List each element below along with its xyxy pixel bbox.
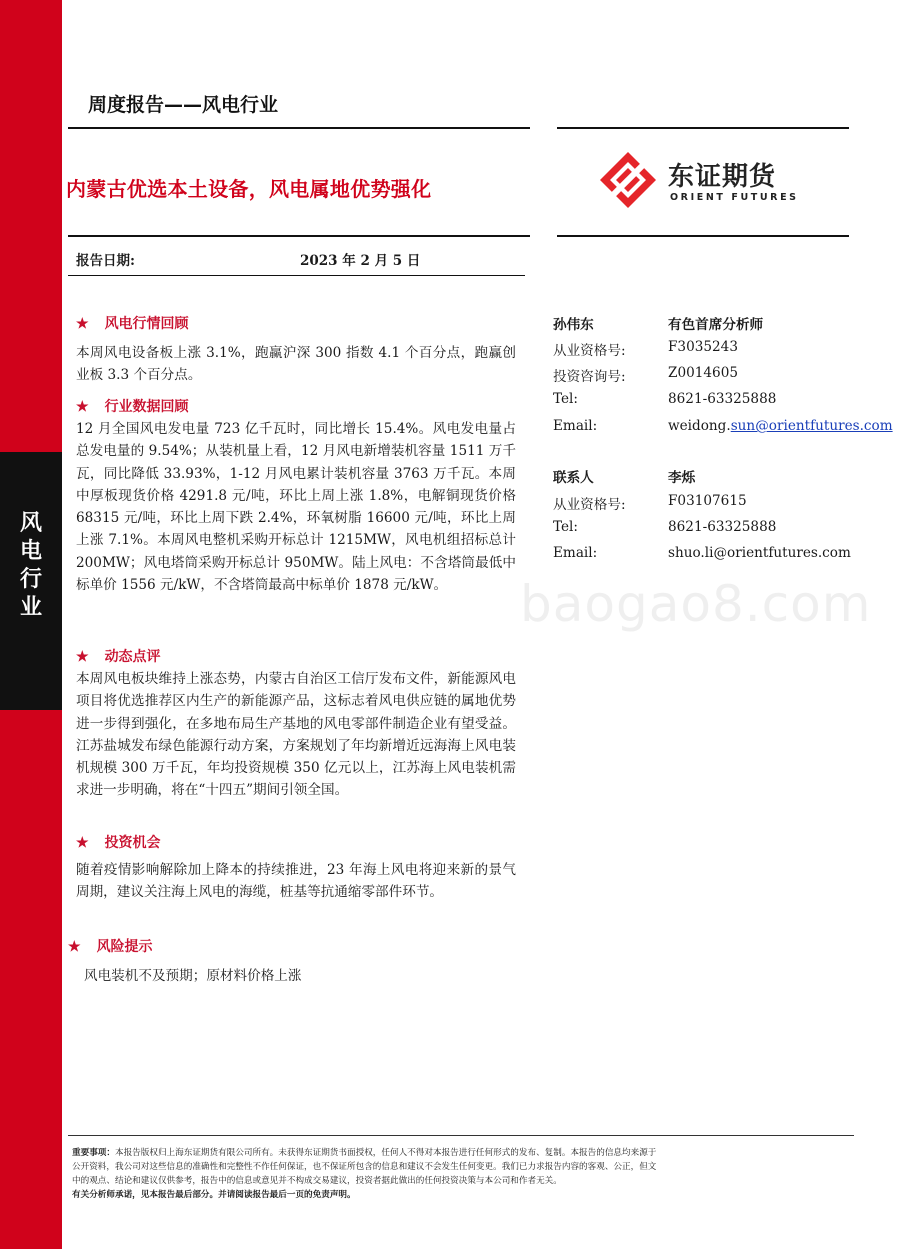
date-rule-top bbox=[68, 235, 530, 237]
star-icon: ★ bbox=[68, 939, 81, 955]
disclaimer: 重要事项：本报告版权归上海东证期货有限公司所有。未获得东证期货书面授权，任何人不得对本报告进行任何形式的发布、复制。本报告的信息均来源于 公开资料，我公司对这些信息的准确性和完整性不作任何保证，也不保证所包含的信息和建议不会发生任何变更。我们已力求报告内容的客观、公正，但文 中的观点、结论和建议仅供参考，报告中的信息或意见并不构成交易建议，投资者据此做出的任何投资决策与本公司和作者无关。 有关分析师承诺，见本报告最后部分。并请阅读报告最后一页的免责声明。 bbox=[72, 1148, 657, 1200]
star-icon: ★ bbox=[76, 399, 89, 415]
footer-rule bbox=[68, 1135, 854, 1136]
analyst-1-header bbox=[553, 313, 883, 333]
header-rule-left bbox=[68, 127, 530, 129]
section-commentary-heading: ★ 动态点评 bbox=[76, 649, 161, 665]
section-opportunity-body: 随着疫情影响解除加上降本的持续推进，23 年海上风电将迎来新的景气周期，建议关注海上风电的海缆，桩基等抗通缩零部件环节。 bbox=[76, 862, 516, 901]
header-rule-right bbox=[557, 127, 849, 129]
section-industry-data-body: 12 月全国风电发电量 723 亿千瓦时，同比增长 15.4%。风电发电量占总发电量的 9.54%；从装机量上看，12 月风电新增装机容量 1511 万千瓦，同比降低 33.93%，1-12 月风电累计装机容量 3763 万千瓦。本周中厚板现货价格 4291.8 元/吨，环比上周上涨 1.8%，电解铜现货价格 68315 元/吨，环比上周下跌 2.4%，环氧树脂 16600 元/吨，环比上周上涨 7.1%。本周风电整机采购开标总计 1215MW，风电机组招标总计 200MW；风电塔筒采购开标总计 950MW。陆上风电：不含塔筒最低中标单价 1556 元/kW，不含塔筒最高中标单价 1878 元/kW。 bbox=[76, 421, 516, 594]
report-date-value: 2023 年 2 月 5 日 bbox=[300, 253, 421, 269]
analyst-1-name: 孙伟东 bbox=[553, 317, 594, 333]
analyst-1-email-link[interactable]: weidong.sun@orientfutures.com bbox=[668, 418, 893, 434]
section-risk-heading: ★ 风险提示 bbox=[68, 939, 153, 955]
report-title: 内蒙古优选本土设备，风电属地优势强化 bbox=[66, 177, 432, 201]
report-type: 周度报告——风电行业 bbox=[88, 94, 279, 116]
date-rule-bottom bbox=[68, 275, 525, 276]
star-icon: ★ bbox=[76, 649, 89, 665]
contact-name: 李烁 bbox=[668, 470, 696, 486]
contact-license: 从业资格号: F03107615 bbox=[553, 493, 747, 513]
analyst-1-license: 从业资格号: F3035243 bbox=[553, 339, 738, 359]
date-rule-right bbox=[557, 235, 849, 237]
sector-tab-label: 风 电 行 业 bbox=[19, 511, 42, 620]
section-industry-data-heading: ★ 行业数据回顾 bbox=[76, 399, 189, 415]
section-market-review-body: 本周风电设备板上涨 3.1%，跑赢沪深 300 指数 4.1 个百分点，跑赢创业板 3.3 个百分点。 bbox=[76, 345, 516, 384]
section-commentary-body: 本周风电板块维持上涨态势，内蒙古自治区工信厅发布文件，新能源风电项目将优选推荐区内生产的新能源产品，这标志着风电供应链的属地优势进一步得到强化，在多地布局生产基地的风电零部件制造企业有望受益。江苏盐城发布绿色能源行动方案，方案规划了年均新增近远海海上风电装机规模 300 万千瓦，年均投资规模 350 亿元以上，江苏海上风电装机需求进一步明确，将在“十四五”期间引领全国。 bbox=[76, 671, 516, 799]
company-logo bbox=[598, 150, 858, 210]
report-date-label: 报告日期: bbox=[76, 253, 135, 269]
contact-header bbox=[553, 466, 883, 486]
analyst-1-consult-no: 投资咨询号: Z0014605 bbox=[553, 365, 738, 385]
analyst-1-role: 有色首席分析师 bbox=[668, 317, 764, 333]
orient-futures-logo-icon bbox=[598, 150, 658, 210]
section-opportunity-heading: ★ 投资机会 bbox=[76, 835, 161, 851]
contact-email: Email: shuo.li@orientfutures.com bbox=[553, 545, 851, 561]
analyst-1-email: Email: weidong.sun@orientfutures.com bbox=[553, 418, 893, 434]
watermark: baogao8.com bbox=[520, 575, 872, 633]
contact-label: 联系人 bbox=[553, 470, 594, 486]
contact-tel: Tel: 8621-63325888 bbox=[553, 519, 777, 535]
star-icon: ★ bbox=[76, 316, 89, 332]
logo-text-en: ORIENT FUTURES bbox=[670, 192, 799, 203]
star-icon: ★ bbox=[76, 835, 89, 851]
section-market-review-heading: ★ 风电行情回顾 bbox=[76, 316, 189, 332]
analyst-1-tel: Tel: 8621-63325888 bbox=[553, 391, 777, 407]
logo-text-cn: 东证期货 bbox=[668, 162, 777, 192]
contact-email-link[interactable]: shuo.li@orientfutures.com bbox=[668, 545, 851, 561]
section-risk-body: 风电装机不及预期；原材料价格上涨 bbox=[84, 968, 302, 984]
